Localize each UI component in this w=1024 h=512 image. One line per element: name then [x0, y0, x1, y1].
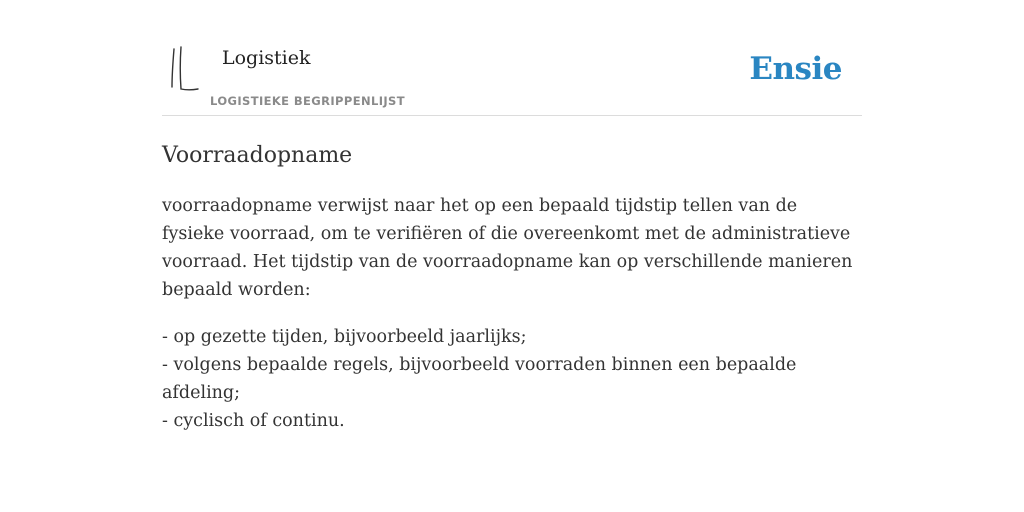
term-definition	[162, 192, 862, 435]
list-item: - op gezette tijden, bijvoorbeeld jaarlijks;	[162, 327, 527, 347]
list-item: - cyclisch of continu.	[162, 411, 345, 431]
list-item: - volgens bepaalde regels, bijvoorbeeld voorraden binnen een bepaalde afdeling;	[162, 355, 797, 403]
site-subtitle: LOGISTIEKE BEGRIPPENLIJST	[210, 94, 405, 108]
page-container	[162, 0, 862, 454]
definition-paragraph: voorraadopname verwijst naar het op een bepaald tijdstip tellen van de fysieke voorraad, om te verifiëren of die overeenkomt met de administratieve voorraad. Het tijdstip van de voorraadopname kan op verschillende manieren bepaald worden:	[162, 196, 853, 300]
handwritten-il-logo-icon[interactable]	[162, 43, 210, 95]
definition-list	[162, 323, 862, 435]
term-title: Voorraadopname	[162, 143, 353, 168]
site-header	[162, 0, 862, 116]
brand-logo[interactable]: Ensie	[749, 51, 842, 87]
site-name[interactable]: Logistiek	[222, 47, 311, 69]
